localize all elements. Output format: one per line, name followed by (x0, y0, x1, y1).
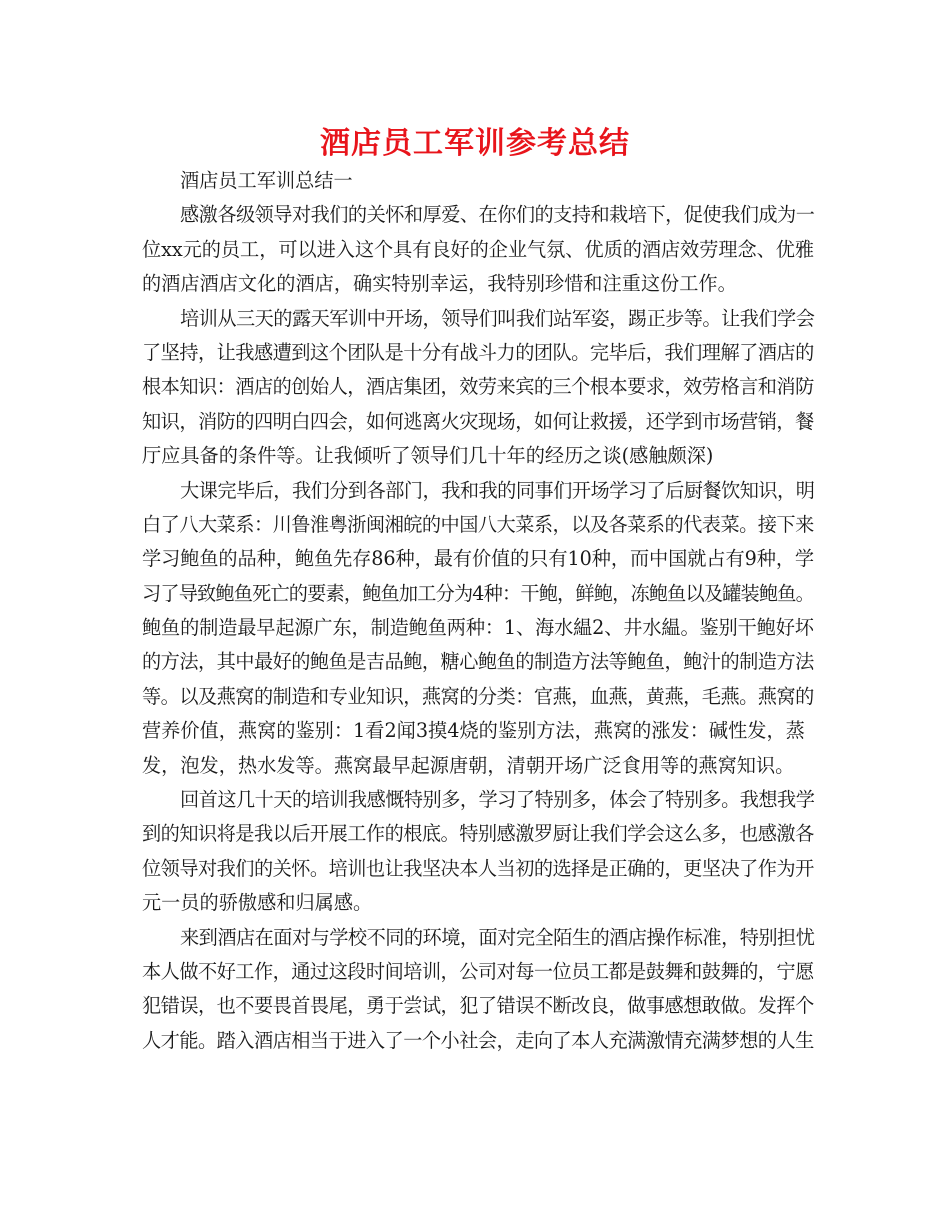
text-line: 到的知识将是我以后开展工作的根底。特别感激罗厨让我们学会这么多，也感激各 (142, 822, 814, 846)
text-line: 了坚持，让我感遭到这个团队是十分有战斗力的团队。完毕后，我们理解了酒店的 (142, 340, 814, 364)
text-line: 位xx元的员工，可以进入这个具有良好的企业气氛、优质的酒店效劳理念、优雅 (142, 237, 815, 261)
document-title: 酒店员工军训参考总结 (320, 126, 630, 161)
text-line: 的酒店酒店文化的酒店，确实特别幸运，我特别珍惜和注重这份工作。 (142, 272, 737, 296)
text-line: 培训从三天的露天军训中开场，领导们叫我们站军姿，踢正步等。让我们学会 (180, 306, 815, 330)
text-line: 大课完毕后，我们分到各部门，我和我的同事们开场学习了后厨餐饮知识，明 (180, 478, 815, 502)
text-line: 白了八大菜系：川鲁淮粤浙闽湘皖的中国八大菜系，以及各菜系的代表菜。接下来 (142, 512, 814, 536)
text-line: 的方法，其中最好的鲍鱼是吉品鲍，糖心鲍鱼的制造方法等鲍鱼，鲍汁的制造方法 (142, 650, 814, 674)
text-line: 营养价值，燕窝的鉴别：1看2闻3摸4烧的鉴别方法，燕窝的涨发：碱性发，蒸 (142, 719, 805, 743)
text-line: 习了导致鲍鱼死亡的要素，鲍鱼加工分为4种：干鲍，鲜鲍，冻鲍鱼以及罐装鲍鱼。 (142, 581, 814, 605)
text-line: 酒店员工军训总结一 (180, 169, 353, 192)
text-line: 来到酒店在面对与学校不同的环境，面对完全陌生的酒店操作标准，特别担忧 (180, 925, 815, 949)
text-line: 元一员的骄傲感和归属感。 (142, 891, 373, 915)
text-line: 知识，消防的四明白四会，如何逃离火灾现场，如何让救援，还学到市场营销，餐 (142, 409, 814, 433)
text-line: 厅应具备的条件等。让我倾听了领导们几十年的经历之谈(感触颇深) (142, 444, 714, 468)
text-line: 等。以及燕窝的制造和专业知识，燕窝的分类：官燕，血燕，黄燕，毛燕。燕窝的 (142, 684, 814, 708)
text-line: 学习鲍鱼的品种，鲍鱼先存86种，最有价值的只有10种，而中国就占有9种，学 (142, 547, 815, 571)
text-line: 发，泡发，热水发等。燕窝最早起源唐朝，清朝开场广泛食用等的燕窝知识。 (142, 753, 795, 777)
text-line: 犯错误，也不要畏首畏尾，勇于尝试，犯了错误不断改良，做事感想敢做。发挥个 (142, 994, 814, 1018)
text-line: 人才能。踏入酒店相当于进入了一个小社会，走向了本人充满激情充满梦想的人生 (142, 1028, 814, 1052)
text-line: 根本知识：酒店的创始人，酒店集团，效劳来宾的三个根本要求，效劳格言和消防 (142, 375, 814, 399)
text-line: 位领导对我们的关怀。培训也让我坚决本人当初的选择是正确的，更坚决了作为开 (142, 856, 814, 880)
text-line: 回首这几十天的培训我感慨特别多，学习了特别多，体会了特别多。我想我学 (180, 788, 815, 812)
text-line: 鲍鱼的制造最早起源广东，制造鲍鱼两种：1、海水緼2、井水緼。鉴别干鲍好坏 (142, 616, 814, 640)
document-body (142, 164, 814, 1058)
text-line: 本人做不好工作，通过这段时间培训，公司对每一位员工都是鼓舞和鼓舞的，宁愿 (142, 959, 814, 983)
text-line: 感激各级领导对我们的关怀和厚爱、在你们的支持和栽培下，促使我们成为一 (180, 203, 815, 227)
